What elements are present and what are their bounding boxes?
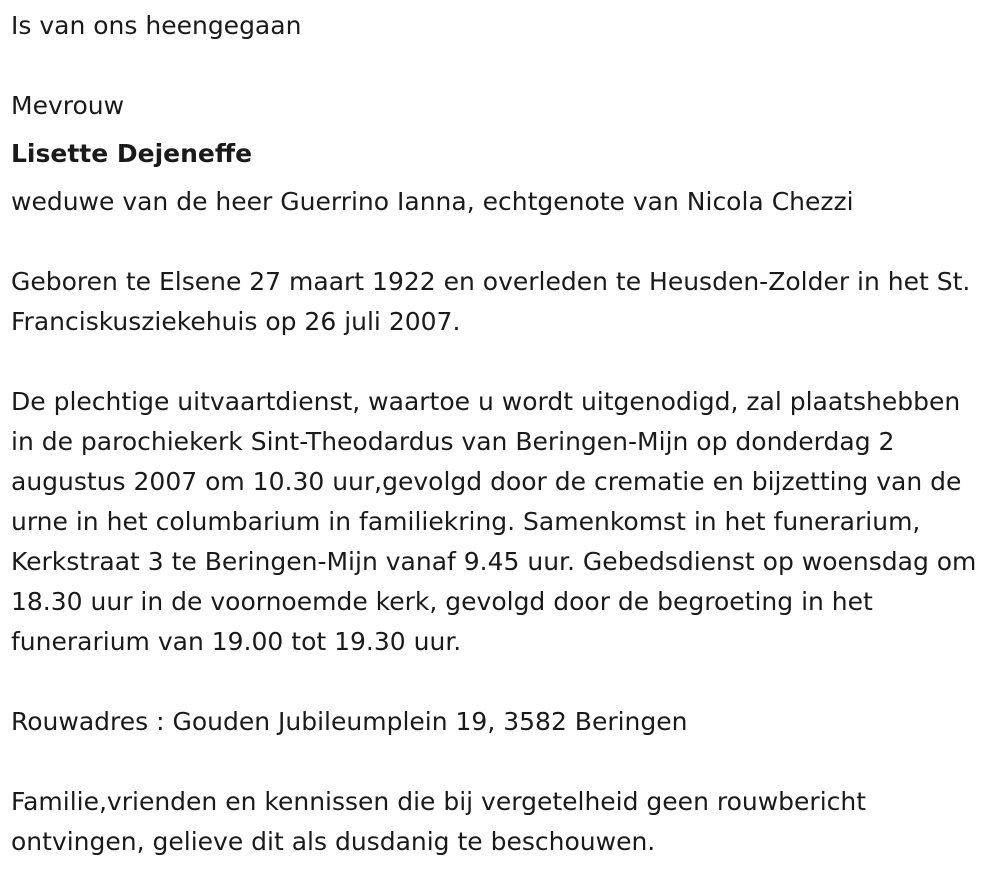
deceased-name: Lisette Dejeneffe — [11, 139, 253, 168]
ceremony-paragraph: De plechtige uitvaartdienst, waartoe u wordt uitgenodigd, zal plaatshebben in de parochiekerk Sint-Theodardus van Beringen-Mijn op donderdag 2 augustus 2007 om 10.30 uur,gevolgd door de crematie en bijzetting van de urne in het columbarium in familiekring. Samenkomst in het funerarium, Kerkstraat 3 te Beringen-Mijn vanaf 9.45 uur. Gebedsdienst op woensdag om 18.30 uur in de voornoemde kerk, gevolgd door de begroeting in het funerarium van 19.00 tot 19.30 uur. — [11, 387, 977, 656]
death-notice — [11, 6, 986, 862]
address-line: Rouwadres : Gouden Jubileumplein 19, 3582 Beringen — [11, 707, 688, 736]
spacer — [11, 46, 986, 86]
salutation: Mevrouw — [11, 91, 125, 120]
birth-death-paragraph: Geboren te Elsene 27 maart 1922 en overleden te Heusden-Zolder in het St. Franciskusziekehuis op 26 juli 2007. — [11, 267, 971, 336]
intro-line: Is van ons heengegaan — [11, 11, 302, 40]
closing-paragraph: Familie,vrienden en kennissen die bij vergetelheid geen rouwbericht ontvingen, gelieve dit als dusdanig te beschouwen. — [11, 787, 867, 856]
relation-line: weduwe van de heer Guerrino Ianna, echtgenote van Nicola Chezzi — [11, 187, 854, 216]
spacer — [11, 342, 986, 382]
spacer — [11, 222, 986, 262]
spacer — [11, 662, 986, 702]
spacer — [11, 742, 986, 782]
